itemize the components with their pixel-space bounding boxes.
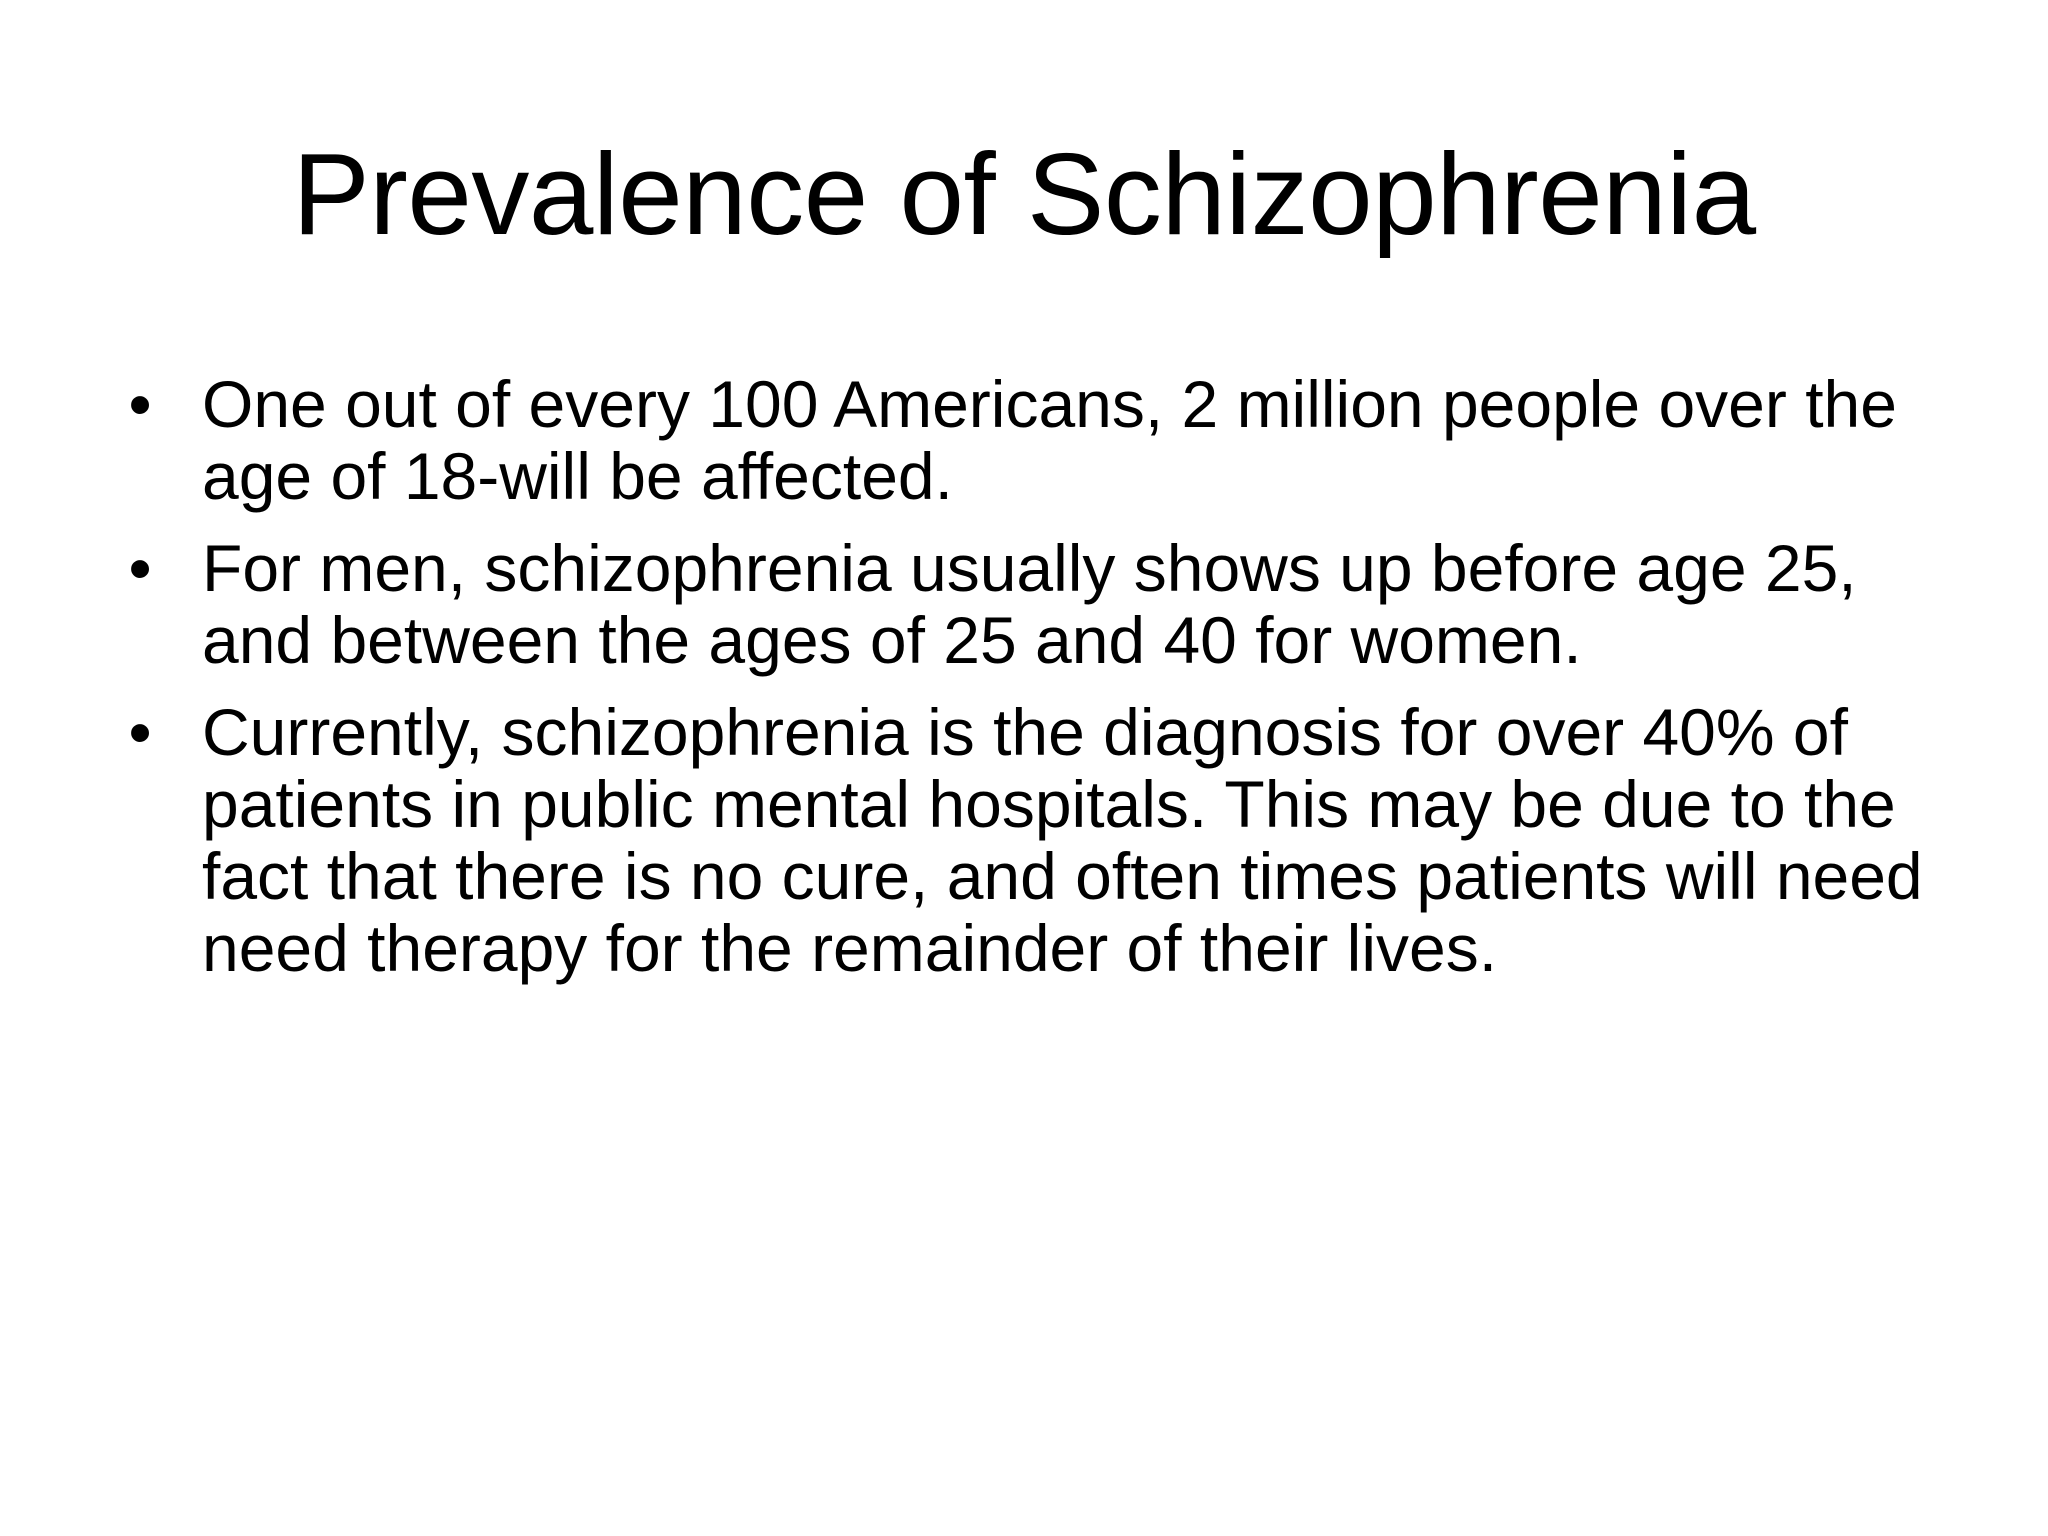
bullet-text: Currently, schizophrenia is the diagnosis for over 40% of patients in public mental hospitals. This may be due to the fact that there is no cure, and often times patients will need need therapy for the remainder of their lives. <box>202 695 1923 985</box>
bullet-icon: • <box>128 367 152 441</box>
bullet-icon: • <box>128 695 152 769</box>
slide-title: Prevalence of Schizophrenia <box>292 129 1756 259</box>
bullet-item <box>120 696 1940 984</box>
bullet-text: One out of every 100 Americans, 2 million people over the age of 18-will be affected. <box>202 367 1897 513</box>
bullet-list <box>120 368 1940 1004</box>
bullet-text: For men, schizophrenia usually shows up before age 25, and between the ages of 25 and 40 for women. <box>202 531 1857 677</box>
bullet-item <box>120 532 1940 676</box>
bullet-icon: • <box>128 531 152 605</box>
bullet-item <box>120 368 1940 512</box>
